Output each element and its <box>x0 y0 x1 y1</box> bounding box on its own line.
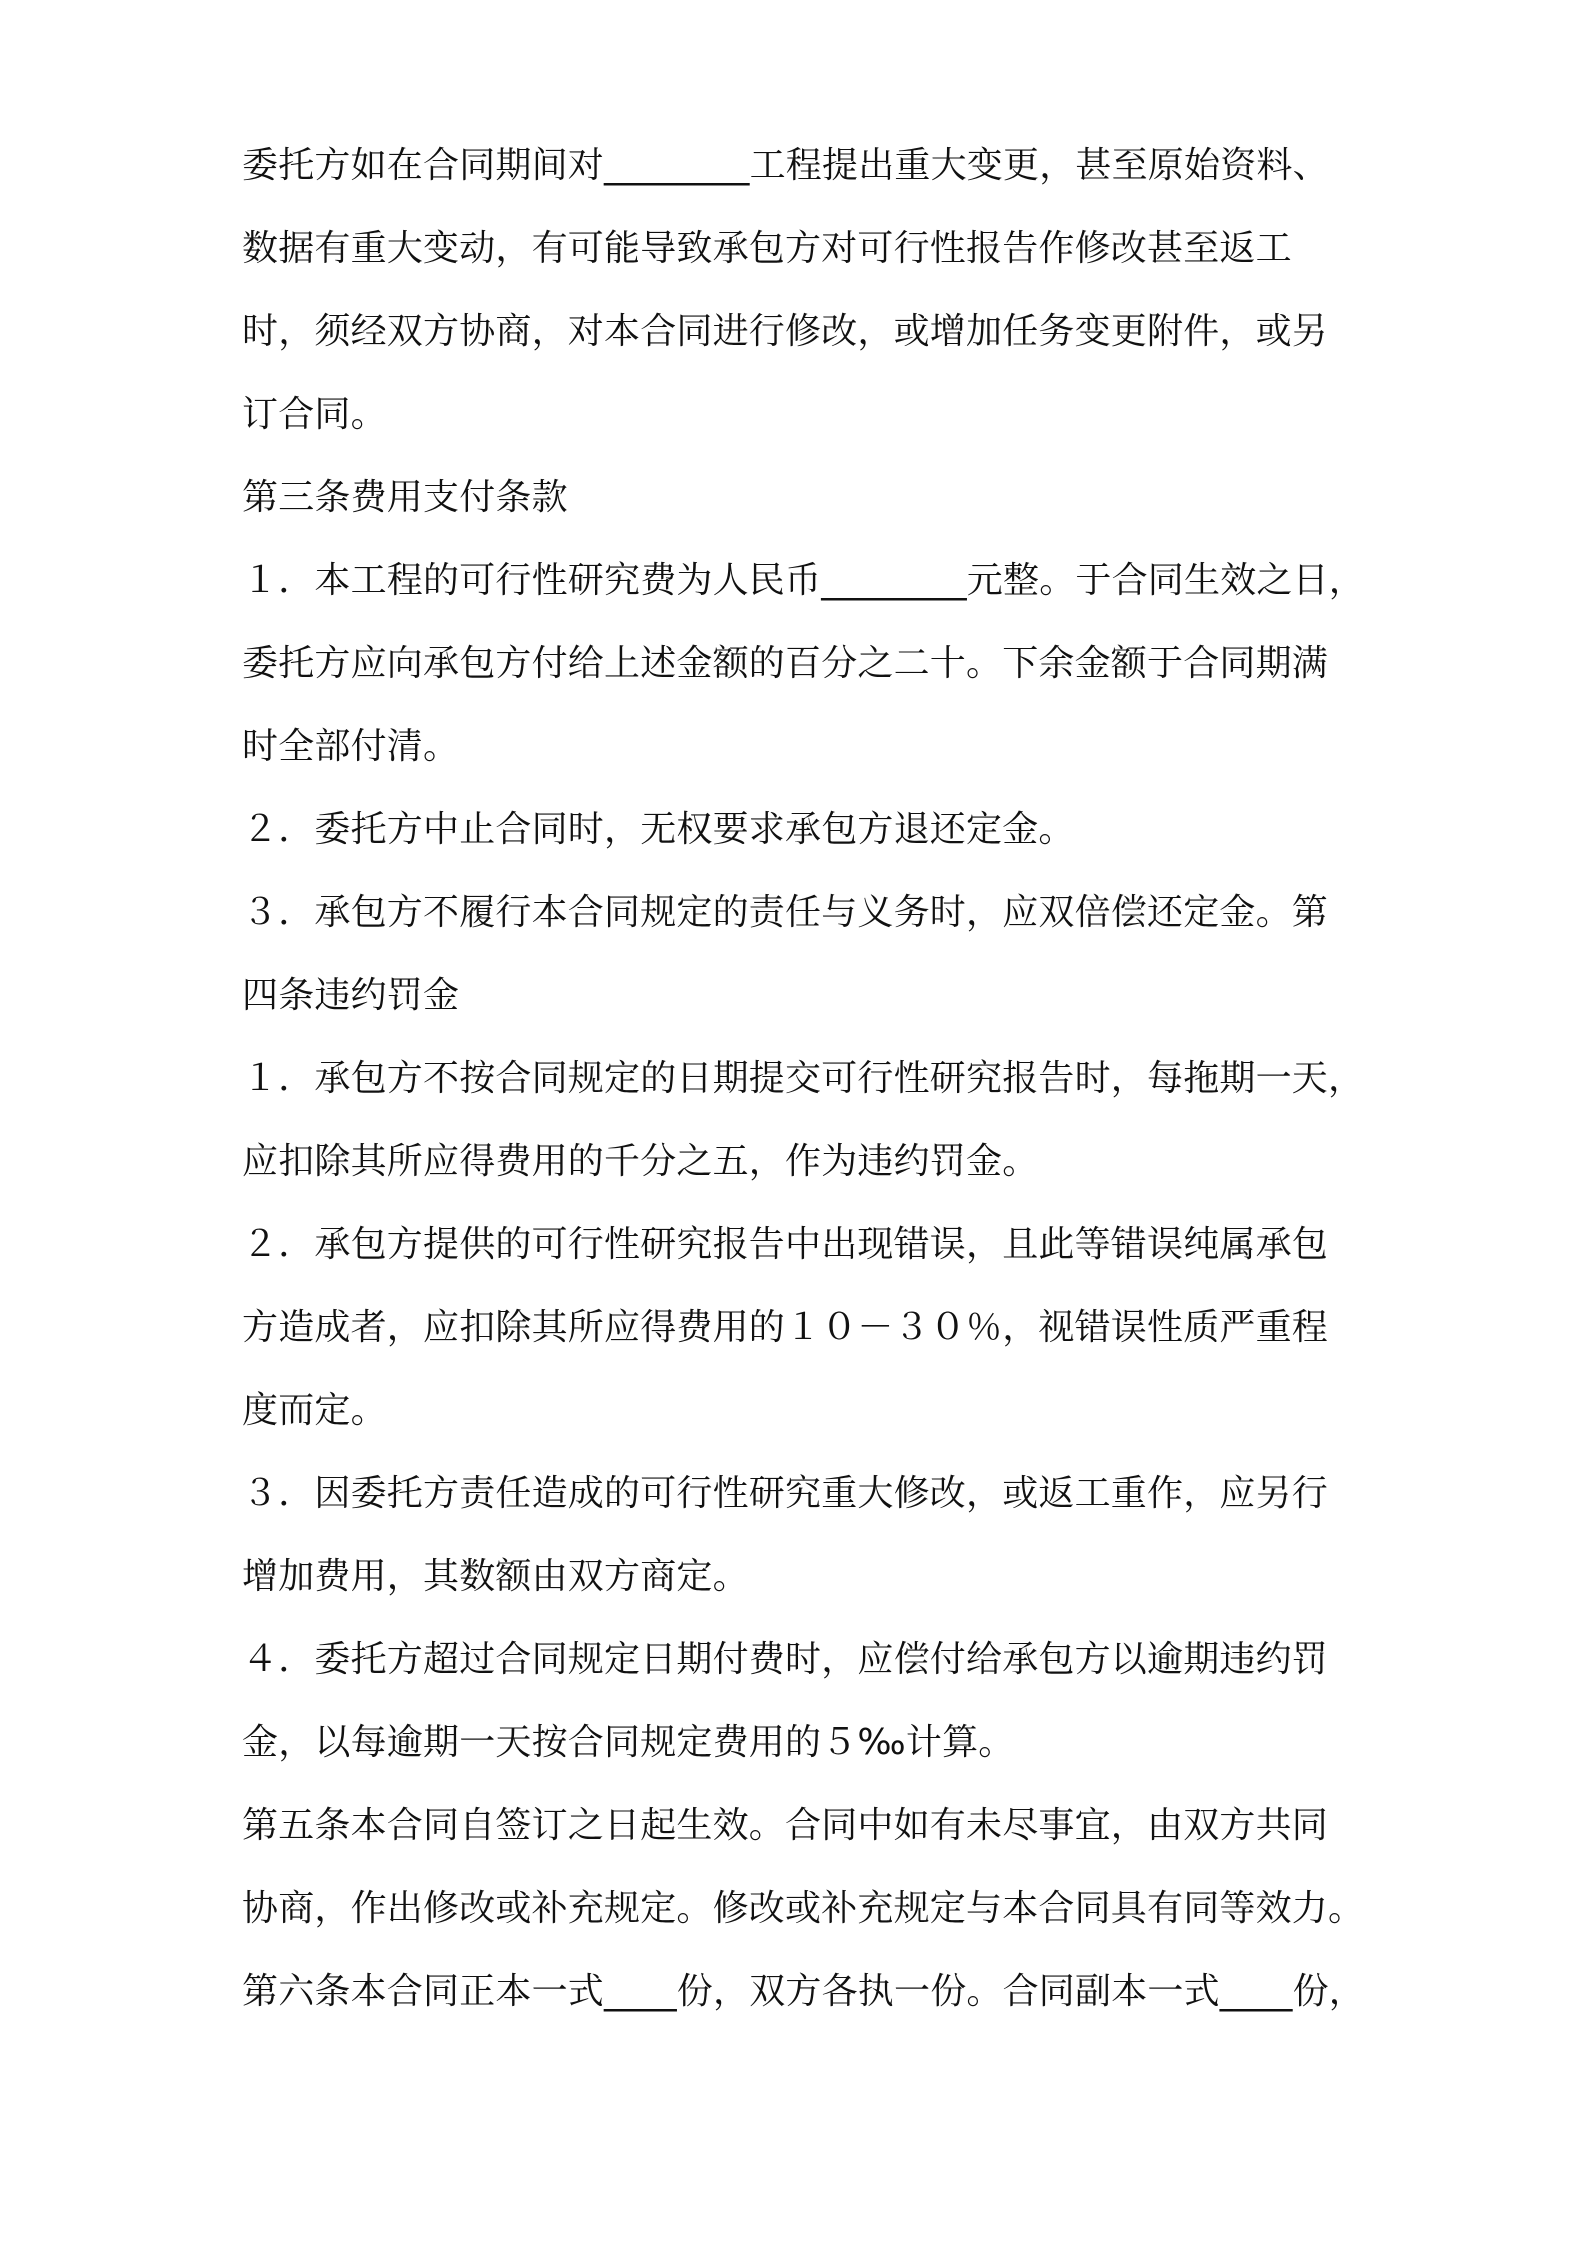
text-line: 方造成者，应扣除其所应得费用的１０－３０％，视错误性质严重程 <box>242 1307 1329 1348</box>
text-line: 应扣除其所应得费用的千分之五，作为违约罚金。 <box>242 1141 1039 1182</box>
text-line: １．本工程的可行性研究费为人民币________元整。于合同生效之日， <box>242 560 1366 601</box>
text-line: 数据有重大变动，有可能导致承包方对可行性报告作修改甚至返工 <box>242 228 1292 269</box>
text-line: 第五条本合同自签订之日起生效。合同中如有未尽事宜，由双方共同 <box>242 1805 1329 1846</box>
text-line: 时，须经双方协商，对本合同进行修改，或增加任务变更附件，或另 <box>242 311 1329 352</box>
text-line: 时全部付清。 <box>242 726 460 767</box>
text-line: 度而定。 <box>242 1390 387 1431</box>
text-line: ３．承包方不履行本合同规定的责任与义务时，应双倍偿还定金。第 <box>242 892 1329 933</box>
text-line: 委托方应向承包方付给上述金额的百分之二十。下余金额于合同期满 <box>242 643 1329 684</box>
text-line: ２．承包方提供的可行性研究报告中出现错误，且此等错误纯属承包 <box>242 1224 1329 1265</box>
text-line: 增加费用，其数额由双方商定。 <box>242 1556 749 1597</box>
text-line: ２．委托方中止合同时，无权要求承包方退还定金。 <box>242 809 1075 850</box>
text-line: ４．委托方超过合同规定日期付费时，应偿付给承包方以逾期违约罚 <box>242 1639 1329 1680</box>
text-line: 第六条本合同正本一式____份，双方各执一份。合同副本一式____份， <box>242 1971 1366 2012</box>
text-line: 订合同。 <box>242 394 387 435</box>
text-line: 金，以每逾期一天按合同规定费用的５‰计算。 <box>242 1722 1015 1763</box>
text-line: １．承包方不按合同规定的日期提交可行性研究报告时，每拖期一天， <box>242 1058 1365 1099</box>
text-line: ３．因委托方责任造成的可行性研究重大修改，或返工重作，应另行 <box>242 1473 1329 1514</box>
text-line: 四条违约罚金 <box>242 975 460 1016</box>
section-heading: 第三条费用支付条款 <box>242 477 568 518</box>
text-line: 委托方如在合同期间对________工程提出重大变更，甚至原始资料、 <box>242 145 1329 186</box>
text-line: 协商，作出修改或补充规定。修改或补充规定与本合同具有同等效力。 <box>242 1888 1365 1929</box>
